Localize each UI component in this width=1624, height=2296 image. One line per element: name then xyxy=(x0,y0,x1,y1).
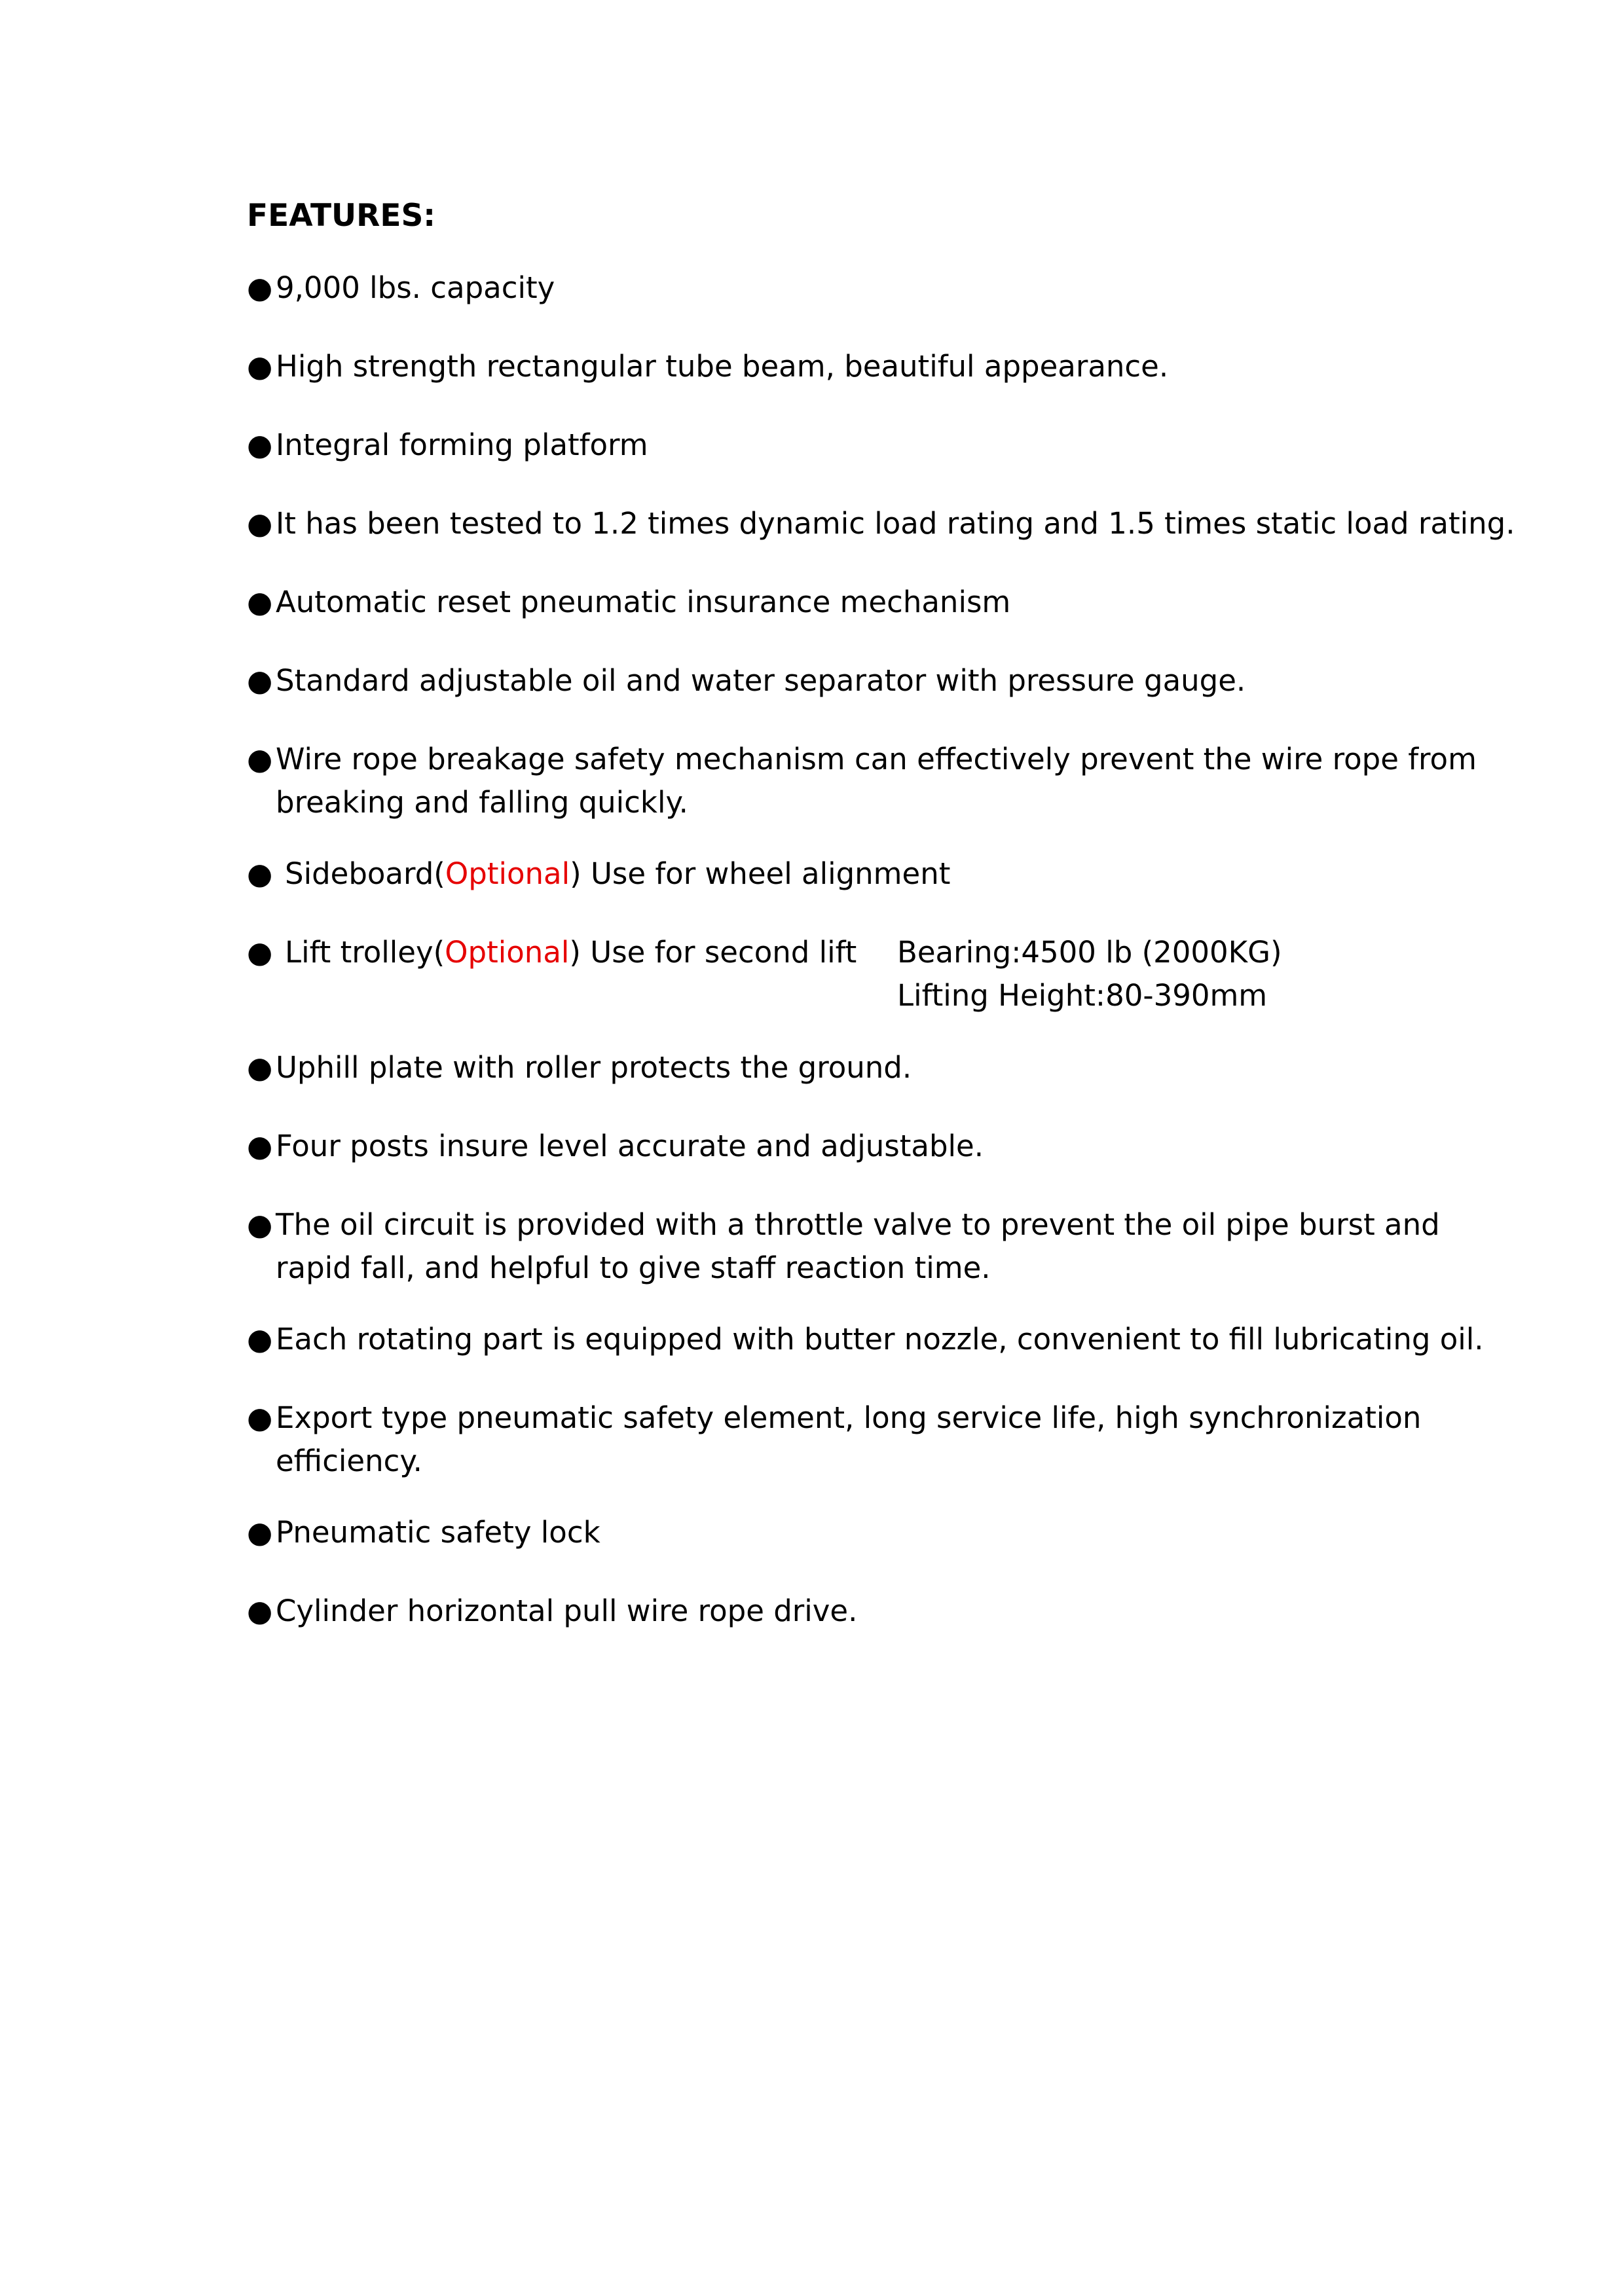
feature-item-platform xyxy=(247,424,648,467)
lift-trolley-usage: ) Use for second lift xyxy=(569,935,857,970)
feature-text: Automatic reset pneumatic insurance mechanism xyxy=(276,585,1011,619)
features-heading: FEATURES: xyxy=(247,198,436,234)
bullet-icon: ● xyxy=(247,742,273,776)
feature-item-separator xyxy=(247,659,1246,702)
feature-item-butter-nozzle xyxy=(247,1318,1484,1361)
sideboard-label: Sideboard( xyxy=(285,856,445,891)
bullet-icon: ● xyxy=(247,1207,273,1242)
feature-text-line-1: Export type pneumatic safety element, long service life, high synchronization xyxy=(276,1400,1422,1435)
bullet-icon: ● xyxy=(247,1515,273,1550)
feature-text-line-2: rapid fall, and helpful to give staff reaction time. xyxy=(276,1250,991,1285)
lift-trolley-lifting-height: Lifting Height:80-390mm xyxy=(897,978,1268,1013)
feature-text: Cylinder horizontal pull wire rope drive. xyxy=(276,1594,858,1628)
bullet-icon: ● xyxy=(247,349,273,384)
bullet-icon: ● xyxy=(247,1129,273,1163)
feature-text-line-1: The oil circuit is provided with a throttle valve to prevent the oil pipe burst and xyxy=(276,1207,1440,1242)
bullet-icon: ● xyxy=(247,1050,273,1085)
feature-item-cylinder-drive xyxy=(247,1590,857,1633)
feature-item-load-test xyxy=(247,502,1515,545)
feature-item-wire-rope-safety xyxy=(247,738,1477,824)
bullet-icon: ● xyxy=(247,663,273,698)
optional-label: Optional xyxy=(445,935,570,970)
optional-label: Optional xyxy=(445,856,570,891)
feature-item-safety-lock xyxy=(247,1511,600,1554)
bullet-icon: ● xyxy=(247,1400,273,1435)
feature-text: Standard adjustable oil and water separator with pressure gauge. xyxy=(276,663,1246,698)
feature-item-pneumatic-element xyxy=(247,1396,1421,1483)
feature-text: Each rotating part is equipped with butter nozzle, convenient to fill lubricating oil. xyxy=(276,1322,1484,1357)
bullet-icon: ● xyxy=(247,506,273,541)
feature-text-line-2: breaking and falling quickly. xyxy=(276,785,688,820)
feature-item-uphill-plate xyxy=(247,1046,912,1089)
feature-item-sideboard xyxy=(247,852,950,896)
feature-text-line-1: Wire rope breakage safety mechanism can effectively prevent the wire rope from xyxy=(276,742,1477,776)
sideboard-usage: ) Use for wheel alignment xyxy=(570,856,951,891)
bullet-icon: ● xyxy=(247,1322,273,1357)
feature-text: It has been tested to 1.2 times dynamic load rating and 1.5 times static load rating. xyxy=(276,506,1515,541)
bullet-icon: ● xyxy=(247,585,273,619)
bullet-icon: ● xyxy=(247,935,273,970)
feature-text: 9,000 lbs. capacity xyxy=(276,270,555,305)
feature-item-lift-trolley xyxy=(247,931,857,974)
feature-text: Uphill plate with roller protects the ground. xyxy=(276,1050,912,1085)
lift-trolley-bearing: Bearing:4500 lb (2000KG) xyxy=(897,935,1282,970)
feature-item-insurance-mechanism xyxy=(247,581,1010,624)
bullet-icon: ● xyxy=(247,428,273,462)
feature-text: Four posts insure level accurate and adjustable. xyxy=(276,1129,984,1163)
feature-text: Integral forming platform xyxy=(276,428,648,462)
lift-trolley-label: Lift trolley( xyxy=(285,935,445,970)
bullet-icon: ● xyxy=(247,1594,273,1628)
feature-item-beam xyxy=(247,345,1168,388)
bullet-icon: ● xyxy=(247,270,273,305)
bullet-icon: ● xyxy=(247,856,273,891)
feature-item-four-posts xyxy=(247,1125,984,1168)
feature-item-oil-circuit xyxy=(247,1203,1440,1290)
feature-text: High strength rectangular tube beam, beautiful appearance. xyxy=(276,349,1169,384)
feature-item-capacity xyxy=(247,266,555,310)
feature-text: Pneumatic safety lock xyxy=(276,1515,600,1550)
feature-text-line-2: efficiency. xyxy=(276,1444,422,1478)
